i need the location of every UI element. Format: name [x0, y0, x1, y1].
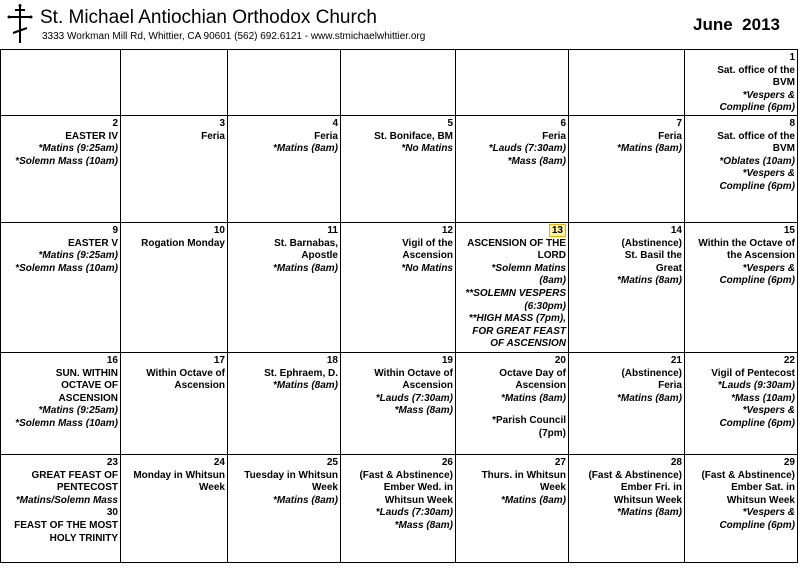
- day-cell[interactable]: [341, 115, 456, 222]
- day-number-text: 14: [670, 224, 682, 236]
- service-time: *Matins (8am): [616, 275, 682, 287]
- feast-name: Week: [199, 482, 225, 494]
- week-row: [1, 115, 798, 222]
- feast-name: (Fast & Abstinence): [359, 469, 453, 481]
- service-time: (6:30pm): [524, 300, 566, 312]
- feast-name: Ascension: [174, 380, 225, 392]
- day-number: [458, 355, 566, 368]
- feast-name: EASTER IV: [65, 130, 118, 142]
- day-cell[interactable]: [341, 222, 456, 352]
- day-number: [687, 52, 795, 65]
- day-number-text: 11: [327, 224, 338, 236]
- orthodox-cross-icon: [6, 4, 34, 44]
- day-number-text: 23: [106, 456, 118, 468]
- feast-name: (Abstinence): [621, 367, 682, 379]
- calendar-header: [0, 0, 800, 50]
- feast-name: Ember Sat. in: [731, 482, 795, 494]
- day-number: [571, 225, 682, 238]
- day-number: [458, 225, 566, 238]
- day-number: [343, 118, 453, 131]
- day-number-text: 1: [789, 52, 795, 63]
- day-number: [687, 355, 795, 368]
- feast-name: GREAT FEAST OF: [31, 469, 118, 481]
- day-cell[interactable]: [456, 222, 569, 352]
- day-number: [571, 355, 682, 368]
- day-cell[interactable]: [456, 115, 569, 222]
- service-time: *Matins (8am): [272, 494, 338, 506]
- service-time: *No Matins: [401, 262, 453, 274]
- empty-day-cell: [456, 50, 569, 116]
- feast-name: Within the Octave of: [698, 237, 795, 249]
- service-time: *Lauds (9:30am): [717, 380, 795, 392]
- day-cell[interactable]: [685, 50, 798, 116]
- day-number: [230, 225, 338, 238]
- feast-name: EASTER V: [67, 237, 118, 249]
- feast-name: Sat. office of the: [717, 64, 795, 76]
- day-number-text: 29: [783, 456, 795, 468]
- feast-name: ASCENSION OF THE: [467, 237, 566, 249]
- feast-name: Within Octave of: [374, 367, 453, 379]
- service-time: Compline (6pm): [719, 519, 795, 531]
- day-number: [230, 355, 338, 368]
- day-number: [687, 118, 795, 131]
- feast-name: Feria: [314, 130, 338, 142]
- day-number-text: 24: [213, 456, 225, 468]
- day-cell[interactable]: [228, 115, 341, 222]
- service-time: *Matins (8am): [500, 392, 566, 404]
- day-number-text: 5: [447, 117, 453, 129]
- day-number-text: 21: [670, 354, 682, 366]
- day-cell[interactable]: [228, 352, 341, 454]
- service-time: *Lauds (7:30am): [488, 143, 566, 155]
- feast-name: Ascension: [515, 380, 566, 392]
- day-number: [230, 118, 338, 131]
- day-cell[interactable]: [121, 115, 228, 222]
- feast-name: *Parish Council: [492, 415, 566, 427]
- day-number: [3, 355, 118, 368]
- day-number: [458, 457, 566, 470]
- feast-name: Octave Day of: [499, 367, 566, 379]
- feast-name: BVM: [772, 143, 795, 155]
- empty-day-cell: [121, 50, 228, 116]
- feast-name: Thurs. in Whitsun: [481, 469, 566, 481]
- day-number-text: 8: [789, 117, 795, 129]
- feast-name: PENTECOST: [56, 482, 118, 494]
- service-time: *Solemn Mass (10am): [15, 262, 118, 274]
- service-time: Compline (6pm): [719, 102, 795, 114]
- day-number: [571, 118, 682, 131]
- day-number: [343, 355, 453, 368]
- service-time: *Mass (8am): [394, 519, 453, 531]
- feast-name: St. Basil the: [624, 250, 682, 262]
- service-time: *Mass (8am): [394, 405, 453, 417]
- day-number: [123, 457, 225, 470]
- feast-name: Ember Fri. in: [620, 482, 682, 494]
- week-row: [1, 222, 798, 352]
- service-time: *Solemn Mass (10am): [15, 417, 118, 429]
- feast-name: Monday in Whitsun: [133, 469, 225, 481]
- feast-name: Feria: [542, 130, 566, 142]
- service-time: OF ASCENSION: [490, 338, 566, 350]
- day-number: [571, 457, 682, 470]
- day-cell[interactable]: [121, 454, 228, 562]
- service-time: *Vespers &: [742, 89, 795, 101]
- feast-name: Apostle: [301, 250, 338, 262]
- feast-name: ASCENSION: [58, 392, 118, 404]
- service-time: *Solemn Matins: [491, 262, 566, 274]
- service-time: *Mass (8am): [507, 155, 566, 167]
- day-cell[interactable]: [569, 115, 685, 222]
- feast-name: Within Octave of: [146, 367, 225, 379]
- service-time: *Vespers &: [742, 168, 795, 180]
- service-time: **SOLEMN VESPERS: [465, 287, 566, 299]
- day-cell[interactable]: [569, 352, 685, 454]
- day-number-text: 13: [549, 224, 566, 237]
- day-cell[interactable]: [228, 222, 341, 352]
- day-number-text: 28: [670, 456, 682, 468]
- feast-name: Great: [655, 262, 682, 274]
- feast-name: Vigil of Pentecost: [711, 367, 795, 379]
- feast-name: SUN. WITHIN: [55, 367, 118, 379]
- day-cell[interactable]: [1, 352, 121, 454]
- day-number-text: 6: [560, 117, 566, 129]
- feast-name: Week: [540, 482, 566, 494]
- feast-name: Tuesday in Whitsun: [244, 469, 338, 481]
- feast-name: the Ascension: [727, 250, 795, 262]
- service-time: *Vespers &: [742, 262, 795, 274]
- service-time: *Matins (9:25am): [38, 405, 118, 417]
- day-number-text: 18: [326, 354, 338, 366]
- feast-name: St. Ephraem, D.: [264, 367, 338, 379]
- service-time: *Lauds (7:30am): [375, 507, 453, 519]
- feast-name: Feria: [658, 130, 682, 142]
- feast-name: Feria: [201, 130, 225, 142]
- day-number: [3, 225, 118, 238]
- feast-name: Ascension: [402, 250, 453, 262]
- day-cell[interactable]: [1, 115, 121, 222]
- feast-name: LORD: [537, 250, 566, 262]
- day-cell[interactable]: [456, 454, 569, 562]
- day-number: [123, 118, 225, 131]
- feast-name: Ember Wed. in: [383, 482, 453, 494]
- day-number: [687, 225, 795, 238]
- service-time: *Lauds (7:30am): [375, 392, 453, 404]
- feast-name: Ascension: [402, 380, 453, 392]
- empty-day-cell: [228, 50, 341, 116]
- feast-name: St. Barnabas,: [274, 237, 338, 249]
- day-number: [123, 355, 225, 368]
- service-time: *Vespers &: [742, 405, 795, 417]
- day-number-text: 9: [112, 224, 118, 236]
- service-time: *Oblates (10am): [719, 155, 795, 167]
- service-time: *Matins (8am): [500, 494, 566, 506]
- day-cell[interactable]: [341, 454, 456, 562]
- day-cell[interactable]: [685, 222, 798, 352]
- service-time: *Vespers &: [742, 507, 795, 519]
- feast-name: Whitsun Week: [384, 494, 453, 506]
- service-time: *Matins (8am): [272, 380, 338, 392]
- service-time: *Matins (8am): [272, 143, 338, 155]
- day-number: [687, 457, 795, 470]
- month-title: June 2013: [693, 15, 780, 34]
- service-time: Compline (6pm): [719, 275, 795, 287]
- feast-name: FEAST OF THE MOST: [14, 519, 118, 531]
- empty-day-cell: [1, 50, 121, 116]
- feast-name: St. Boniface, BM: [374, 130, 453, 142]
- day-number: [343, 225, 453, 238]
- line-spacer: [458, 405, 566, 415]
- feast-name: 30: [106, 507, 118, 519]
- day-number-text: 22: [783, 354, 795, 366]
- feast-name: Vigil of the: [402, 237, 453, 249]
- day-cell[interactable]: [685, 454, 798, 562]
- service-time: *Mass (10am): [731, 392, 795, 404]
- day-number-text: 3: [219, 117, 225, 129]
- week-row: [1, 454, 798, 562]
- day-cell[interactable]: [1, 454, 121, 562]
- day-cell[interactable]: [569, 222, 685, 352]
- service-time: *Matins (9:25am): [38, 250, 118, 262]
- feast-name: Sat. office of the: [717, 130, 795, 142]
- day-number-text: 19: [441, 354, 453, 366]
- church-name: St. Michael Antiochian Orthodox Church: [40, 7, 377, 28]
- service-time: FOR GREAT FEAST: [472, 325, 566, 337]
- calendar-grid: [0, 49, 798, 563]
- day-number-text: 15: [783, 224, 795, 236]
- service-time: (8am): [539, 275, 566, 287]
- service-time: *Matins (8am): [616, 507, 682, 519]
- empty-day-cell: [569, 50, 685, 116]
- day-number: [3, 457, 118, 470]
- service-time: Compline (6pm): [719, 417, 795, 429]
- day-number-text: 10: [213, 224, 225, 236]
- week-row: [1, 50, 798, 116]
- feast-name: Rogation Monday: [141, 237, 225, 249]
- day-cell[interactable]: [685, 352, 798, 454]
- feast-name: Week: [312, 482, 338, 494]
- empty-day-cell: [341, 50, 456, 116]
- feast-name: HOLY TRINITY: [49, 532, 118, 544]
- feast-name: OCTAVE OF: [61, 380, 118, 392]
- day-number: [3, 118, 118, 131]
- day-number-text: 25: [326, 456, 338, 468]
- week-row: [1, 352, 798, 454]
- day-cell[interactable]: [569, 454, 685, 562]
- day-cell[interactable]: [341, 352, 456, 454]
- feast-name: (Abstinence): [621, 237, 682, 249]
- feast-name: Whitsun Week: [613, 494, 682, 506]
- service-time: *No Matins: [401, 143, 453, 155]
- day-number: [343, 457, 453, 470]
- day-number-text: 7: [676, 117, 682, 129]
- day-number: [123, 225, 225, 238]
- service-time: *Matins (8am): [616, 143, 682, 155]
- day-number-text: 27: [554, 456, 566, 468]
- service-time: *Matins/Solemn Mass: [15, 494, 118, 506]
- feast-name: (Fast & Abstinence): [588, 469, 682, 481]
- day-cell[interactable]: [228, 454, 341, 562]
- day-number: [458, 118, 566, 131]
- day-number-text: 2: [112, 117, 118, 129]
- day-cell[interactable]: [1, 222, 121, 352]
- day-number: [230, 457, 338, 470]
- feast-name: Whitsun Week: [726, 494, 795, 506]
- day-cell[interactable]: [121, 352, 228, 454]
- service-time: *Matins (9:25am): [38, 143, 118, 155]
- feast-name: (7pm): [538, 427, 566, 439]
- service-time: Compline (6pm): [719, 180, 795, 192]
- day-cell[interactable]: [456, 352, 569, 454]
- day-cell[interactable]: [685, 115, 798, 222]
- day-number-text: 12: [441, 224, 453, 236]
- day-number-text: 17: [213, 354, 225, 366]
- service-time: *Matins (8am): [272, 262, 338, 274]
- day-number-text: 4: [332, 117, 338, 129]
- service-time: **HIGH MASS (7pm),: [468, 313, 566, 325]
- feast-name: Feria: [658, 380, 682, 392]
- day-number-text: 20: [554, 354, 566, 366]
- day-number-text: 26: [441, 456, 453, 468]
- church-address: 3333 Workman Mill Rd, Whittier, CA 90601 (562) 692.6121 - www.stmichaelwhittier.org: [42, 31, 426, 42]
- service-time: *Solemn Mass (10am): [15, 155, 118, 167]
- day-number-text: 16: [106, 354, 118, 366]
- feast-name: BVM: [772, 77, 795, 89]
- day-cell[interactable]: [121, 222, 228, 352]
- service-time: *Matins (8am): [616, 392, 682, 404]
- feast-name: (Fast & Abstinence): [701, 469, 795, 481]
